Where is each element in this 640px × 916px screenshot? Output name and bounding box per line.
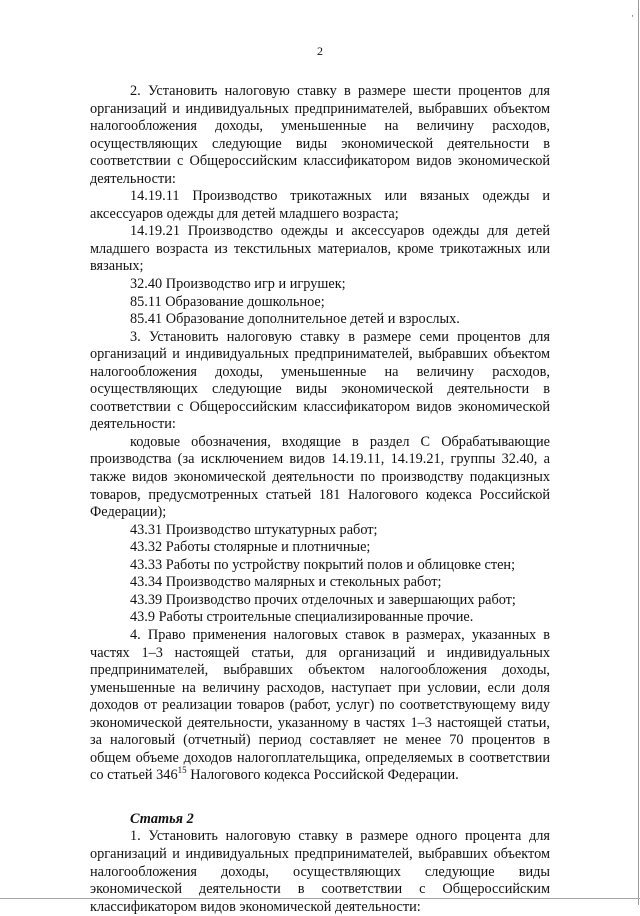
okved-43-31: 43.31 Производство штукатурных работ; <box>130 521 378 538</box>
paragraph-item-4 <box>90 627 550 785</box>
okved-43-34: 43.34 Производство малярных и стекольных работ; <box>130 574 442 591</box>
paragraph-item-2: 2. Установить налоговую ставку в размере шести процентов для организаций и индивидуальных предпринимателей, выбравших объектом налогообложения доходы, уменьшенные на величину расходов, осуществляющих следующие виды экономической деятельности в соответствии с Общероссийским классификатором видов экономической деятельности: <box>90 83 550 187</box>
corner-mark: · <box>631 11 634 21</box>
article-2-paragraph-1: 1. Установить налоговую ставку в размере одного процента для организаций и индивидуальных предпринимателей, выбравших объектом налогообложения доходы, осуществляющих следующие виды экономической деятельности в соответствии с Общероссийским классификатором видов экономической деятельности: <box>90 828 550 915</box>
okved-14-19-11: 14.19.11 Производство трикотажных или вязаных одежды и аксессуаров одежды для детей младшего возраста; <box>90 188 550 222</box>
paragraph-item-4-tail: Налогового кодекса Российской Федерации. <box>190 767 459 784</box>
document-body <box>90 83 550 916</box>
page-number: 2 <box>317 44 323 58</box>
okved-43-39: 43.39 Производство прочих отделочных и завершающих работ; <box>130 591 516 608</box>
article-superscript: 15 <box>177 765 187 776</box>
okved-43-32: 43.32 Работы столярные и плотничные; <box>130 539 371 556</box>
section-c-codes: кодовые обозначения, входящие в раздел С Обрабатывающие производства (за исключением видов 14.19.11, 14.19.21, группы 32.40, а также видов экономической деятельности по производству подакцизных товаров, предусмотренных статьей 181 Налогового кодекса Российской Федерации); <box>90 433 550 521</box>
page-edge-right <box>638 0 639 905</box>
okved-43-33: 43.33 Работы по устройству покрытий полов и облицовке стен; <box>130 556 516 573</box>
okved-85-41: 85.41 Образование дополнительное детей и взрослых. <box>130 311 460 328</box>
okved-14-19-21: 14.19.21 Производство одежды и аксессуаров одежды для детей младшего возраста из текстильных материалов, кроме трикотажных или вязаных; <box>90 223 550 275</box>
article-2-heading: Статья 2 <box>130 810 194 827</box>
paragraph-item-4-text: 4. Право применения налоговых ставок в размерах, указанных в частях 1–3 настоящей статьи, для организаций и индивидуальных предпринимателей, выбравших объектом налогообложения доходы, уменьшенные на величину расходов, наступает при условии, если доля доходов от реализации товаров (работ, услуг) по соответствующему виду экономической деятельности, указанному в частях 1–3 настоящей статьи, за налоговый (отчетный) период составляет не менее 70 процентов в общем объеме доходов налогоплательщика, определяемых в соответствии со статьей 346 <box>90 626 550 784</box>
okved-43-9: 43.9 Работы строительные специализированные прочие. <box>130 609 474 626</box>
okved-32-40: 32.40 Производство игр и игрушек; <box>130 276 346 293</box>
okved-85-11: 85.11 Образование дошкольное; <box>130 293 325 310</box>
paragraph-item-3: 3. Установить налоговую ставку в размере семи процентов для организаций и индивидуальных предпринимателей, выбравших объектом налогообложения доходы, уменьшенные на величину расходов, осуществляющих следующие виды экономической деятельности в соответствии с Общероссийским классификатором видов экономической деятельности: <box>90 328 550 433</box>
